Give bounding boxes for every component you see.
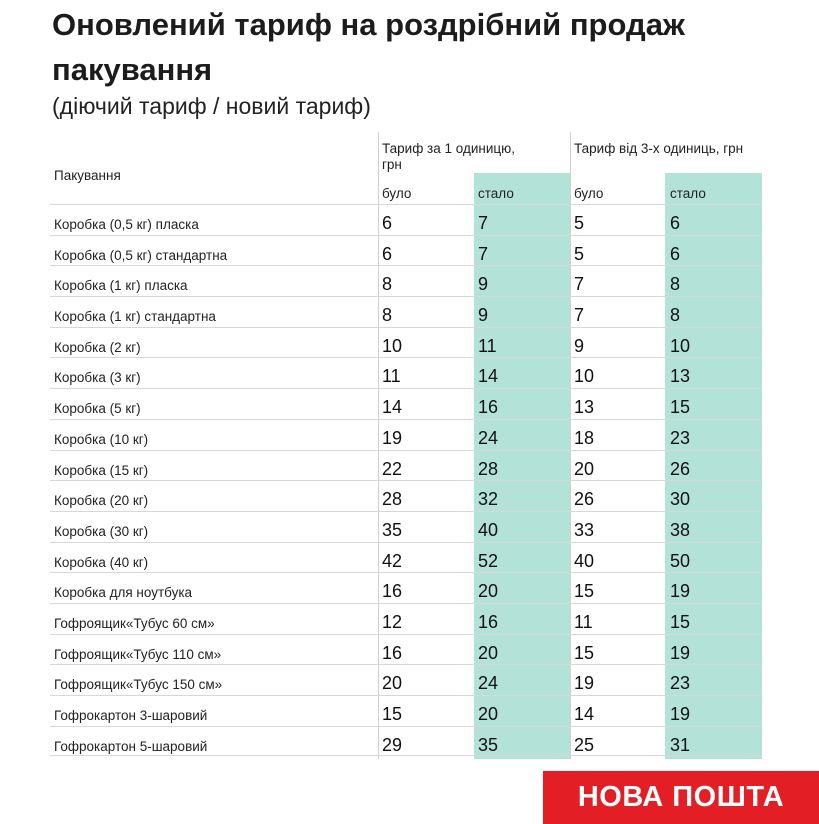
price-single-was: 35 xyxy=(382,519,403,540)
table-row xyxy=(50,296,762,327)
price-single-became: 52 xyxy=(478,550,499,571)
price-single-became: 20 xyxy=(478,642,499,663)
packaging-name: Коробка (20 кг) xyxy=(54,493,149,509)
price-single-became: 16 xyxy=(478,611,499,632)
price-single-was: 10 xyxy=(382,335,403,356)
price-single-was: 16 xyxy=(382,581,403,602)
price-bulk-became: 23 xyxy=(670,427,691,448)
price-single-was: 8 xyxy=(382,305,393,326)
packaging-name: Гофрокартон 5-шаровий xyxy=(54,738,208,754)
table-row xyxy=(50,204,762,235)
price-single-was: 14 xyxy=(382,397,403,418)
table-row xyxy=(50,357,762,388)
table-row xyxy=(50,511,762,542)
price-single-was: 28 xyxy=(382,489,403,510)
price-bulk-was: 11 xyxy=(574,611,593,632)
price-single-was: 16 xyxy=(382,642,403,663)
price-single-was: 19 xyxy=(382,427,403,448)
header-became-1: стало xyxy=(478,186,514,201)
table-row xyxy=(50,327,762,358)
price-bulk-was: 19 xyxy=(574,673,595,694)
price-bulk-became: 23 xyxy=(670,673,691,694)
price-single-became: 28 xyxy=(478,458,499,479)
table-row xyxy=(50,542,762,573)
price-bulk-was: 14 xyxy=(574,704,595,724)
price-bulk-became: 19 xyxy=(670,704,691,724)
price-bulk-became: 31 xyxy=(670,734,691,755)
price-single-was: 8 xyxy=(382,274,393,295)
price-single-became: 11 xyxy=(478,335,497,356)
price-bulk-became: 6 xyxy=(670,213,681,233)
price-single-became: 40 xyxy=(478,519,499,540)
packaging-name: Коробка (1 кг) пласка xyxy=(54,278,188,294)
price-single-became: 24 xyxy=(478,673,499,694)
price-bulk-was: 5 xyxy=(574,213,585,233)
table-row xyxy=(50,726,762,757)
price-bulk-was: 15 xyxy=(574,642,595,663)
table-row xyxy=(50,572,762,603)
price-single-became: 16 xyxy=(478,397,499,418)
packaging-name: Коробка (5 кг) xyxy=(54,401,141,417)
table-row xyxy=(50,235,762,266)
price-bulk-became: 50 xyxy=(670,550,691,571)
price-bulk-became: 6 xyxy=(670,243,681,264)
table-row xyxy=(50,480,762,511)
price-bulk-was: 40 xyxy=(574,550,595,571)
price-bulk-became: 8 xyxy=(670,305,681,326)
price-bulk-became: 26 xyxy=(670,458,691,479)
price-bulk-was: 26 xyxy=(574,489,595,510)
table-row xyxy=(50,634,762,665)
price-single-was: 15 xyxy=(382,704,403,724)
table-row xyxy=(50,695,762,726)
price-bulk-became: 38 xyxy=(670,519,691,540)
packaging-name: Коробка (15 кг) xyxy=(54,462,149,478)
price-bulk-became: 10 xyxy=(670,335,691,356)
price-single-became: 7 xyxy=(478,243,489,264)
price-bulk-became: 30 xyxy=(670,489,691,510)
table-row xyxy=(50,664,762,695)
packaging-name: Коробка (0,5 кг) пласка xyxy=(54,217,199,232)
price-single-was: 20 xyxy=(382,673,403,694)
header-was-2: було xyxy=(574,186,604,201)
price-single-was: 22 xyxy=(382,458,403,479)
price-bulk-was: 5 xyxy=(574,243,585,264)
packaging-name: Коробка (10 кг) xyxy=(54,431,149,447)
header-tariff-single: Тариф за 1 одиницю, грн xyxy=(382,141,515,172)
header-packaging: Пакування xyxy=(54,168,121,183)
price-single-became: 32 xyxy=(478,489,499,510)
price-single-became: 35 xyxy=(478,734,499,755)
price-single-became: 20 xyxy=(478,581,499,602)
packaging-name: Коробка (2 кг) xyxy=(54,339,141,355)
price-single-was: 11 xyxy=(382,366,401,387)
packaging-name: Коробка для ноутбука xyxy=(54,585,193,601)
price-single-became: 20 xyxy=(478,704,499,724)
price-single-was: 12 xyxy=(382,611,403,632)
price-bulk-was: 33 xyxy=(574,519,595,540)
price-single-was: 6 xyxy=(382,243,393,264)
price-bulk-became: 8 xyxy=(670,274,681,295)
price-bulk-was: 18 xyxy=(574,427,595,448)
table-row xyxy=(50,419,762,450)
packaging-name: Гофроящик«Тубус 60 см» xyxy=(54,615,215,631)
table-row xyxy=(50,603,762,634)
price-single-became: 7 xyxy=(478,213,489,233)
price-bulk-was: 15 xyxy=(574,581,595,602)
table-row xyxy=(50,265,762,296)
packaging-name: Гофрокартон 3-шаровий xyxy=(54,708,208,723)
price-bulk-was: 9 xyxy=(574,335,585,356)
price-bulk-became: 13 xyxy=(670,366,691,387)
price-bulk-was: 20 xyxy=(574,458,595,479)
price-bulk-was: 10 xyxy=(574,366,595,387)
price-bulk-became: 15 xyxy=(670,397,691,418)
price-bulk-became: 19 xyxy=(670,642,691,663)
page-subtitle: (діючий тариф / новий тариф) xyxy=(52,93,371,119)
header-tariff-bulk: Тариф від 3-х одиниць, грн xyxy=(574,141,744,156)
price-single-became: 9 xyxy=(478,305,489,326)
packaging-name: Коробка (3 кг) xyxy=(54,370,141,386)
price-single-became: 24 xyxy=(478,427,499,448)
price-single-became: 9 xyxy=(478,274,489,295)
packaging-name: Коробка (0,5 кг) стандартна xyxy=(54,247,228,263)
packaging-name: Коробка (40 кг) xyxy=(54,554,149,570)
price-bulk-was: 25 xyxy=(574,734,595,755)
table-row xyxy=(50,388,762,419)
packaging-name: Гофроящик«Тубус 150 см» xyxy=(54,677,223,693)
price-bulk-was: 13 xyxy=(574,397,595,418)
packaging-name: Коробка (1 кг) стандартна xyxy=(54,309,216,325)
price-single-was: 6 xyxy=(382,213,393,233)
tariff-table-body xyxy=(50,204,762,756)
table-row xyxy=(50,450,762,481)
price-single-was: 42 xyxy=(382,550,403,571)
price-single-became: 14 xyxy=(478,366,499,387)
price-bulk-was: 7 xyxy=(574,305,585,326)
page-title: Оновлений тариф на роздрібний продаж пакування xyxy=(52,7,685,87)
price-bulk-was: 7 xyxy=(574,274,585,295)
price-single-was: 29 xyxy=(382,734,403,755)
packaging-name: Гофроящик«Тубус 110 см» xyxy=(54,646,222,662)
packaging-name: Коробка (30 кг) xyxy=(54,523,149,539)
header-was-1: було xyxy=(382,186,412,201)
price-bulk-became: 15 xyxy=(670,611,691,632)
price-bulk-became: 19 xyxy=(670,581,691,602)
header-became-2: стало xyxy=(670,186,706,201)
nova-poshta-logo: НОВА ПОШТА xyxy=(543,771,819,824)
